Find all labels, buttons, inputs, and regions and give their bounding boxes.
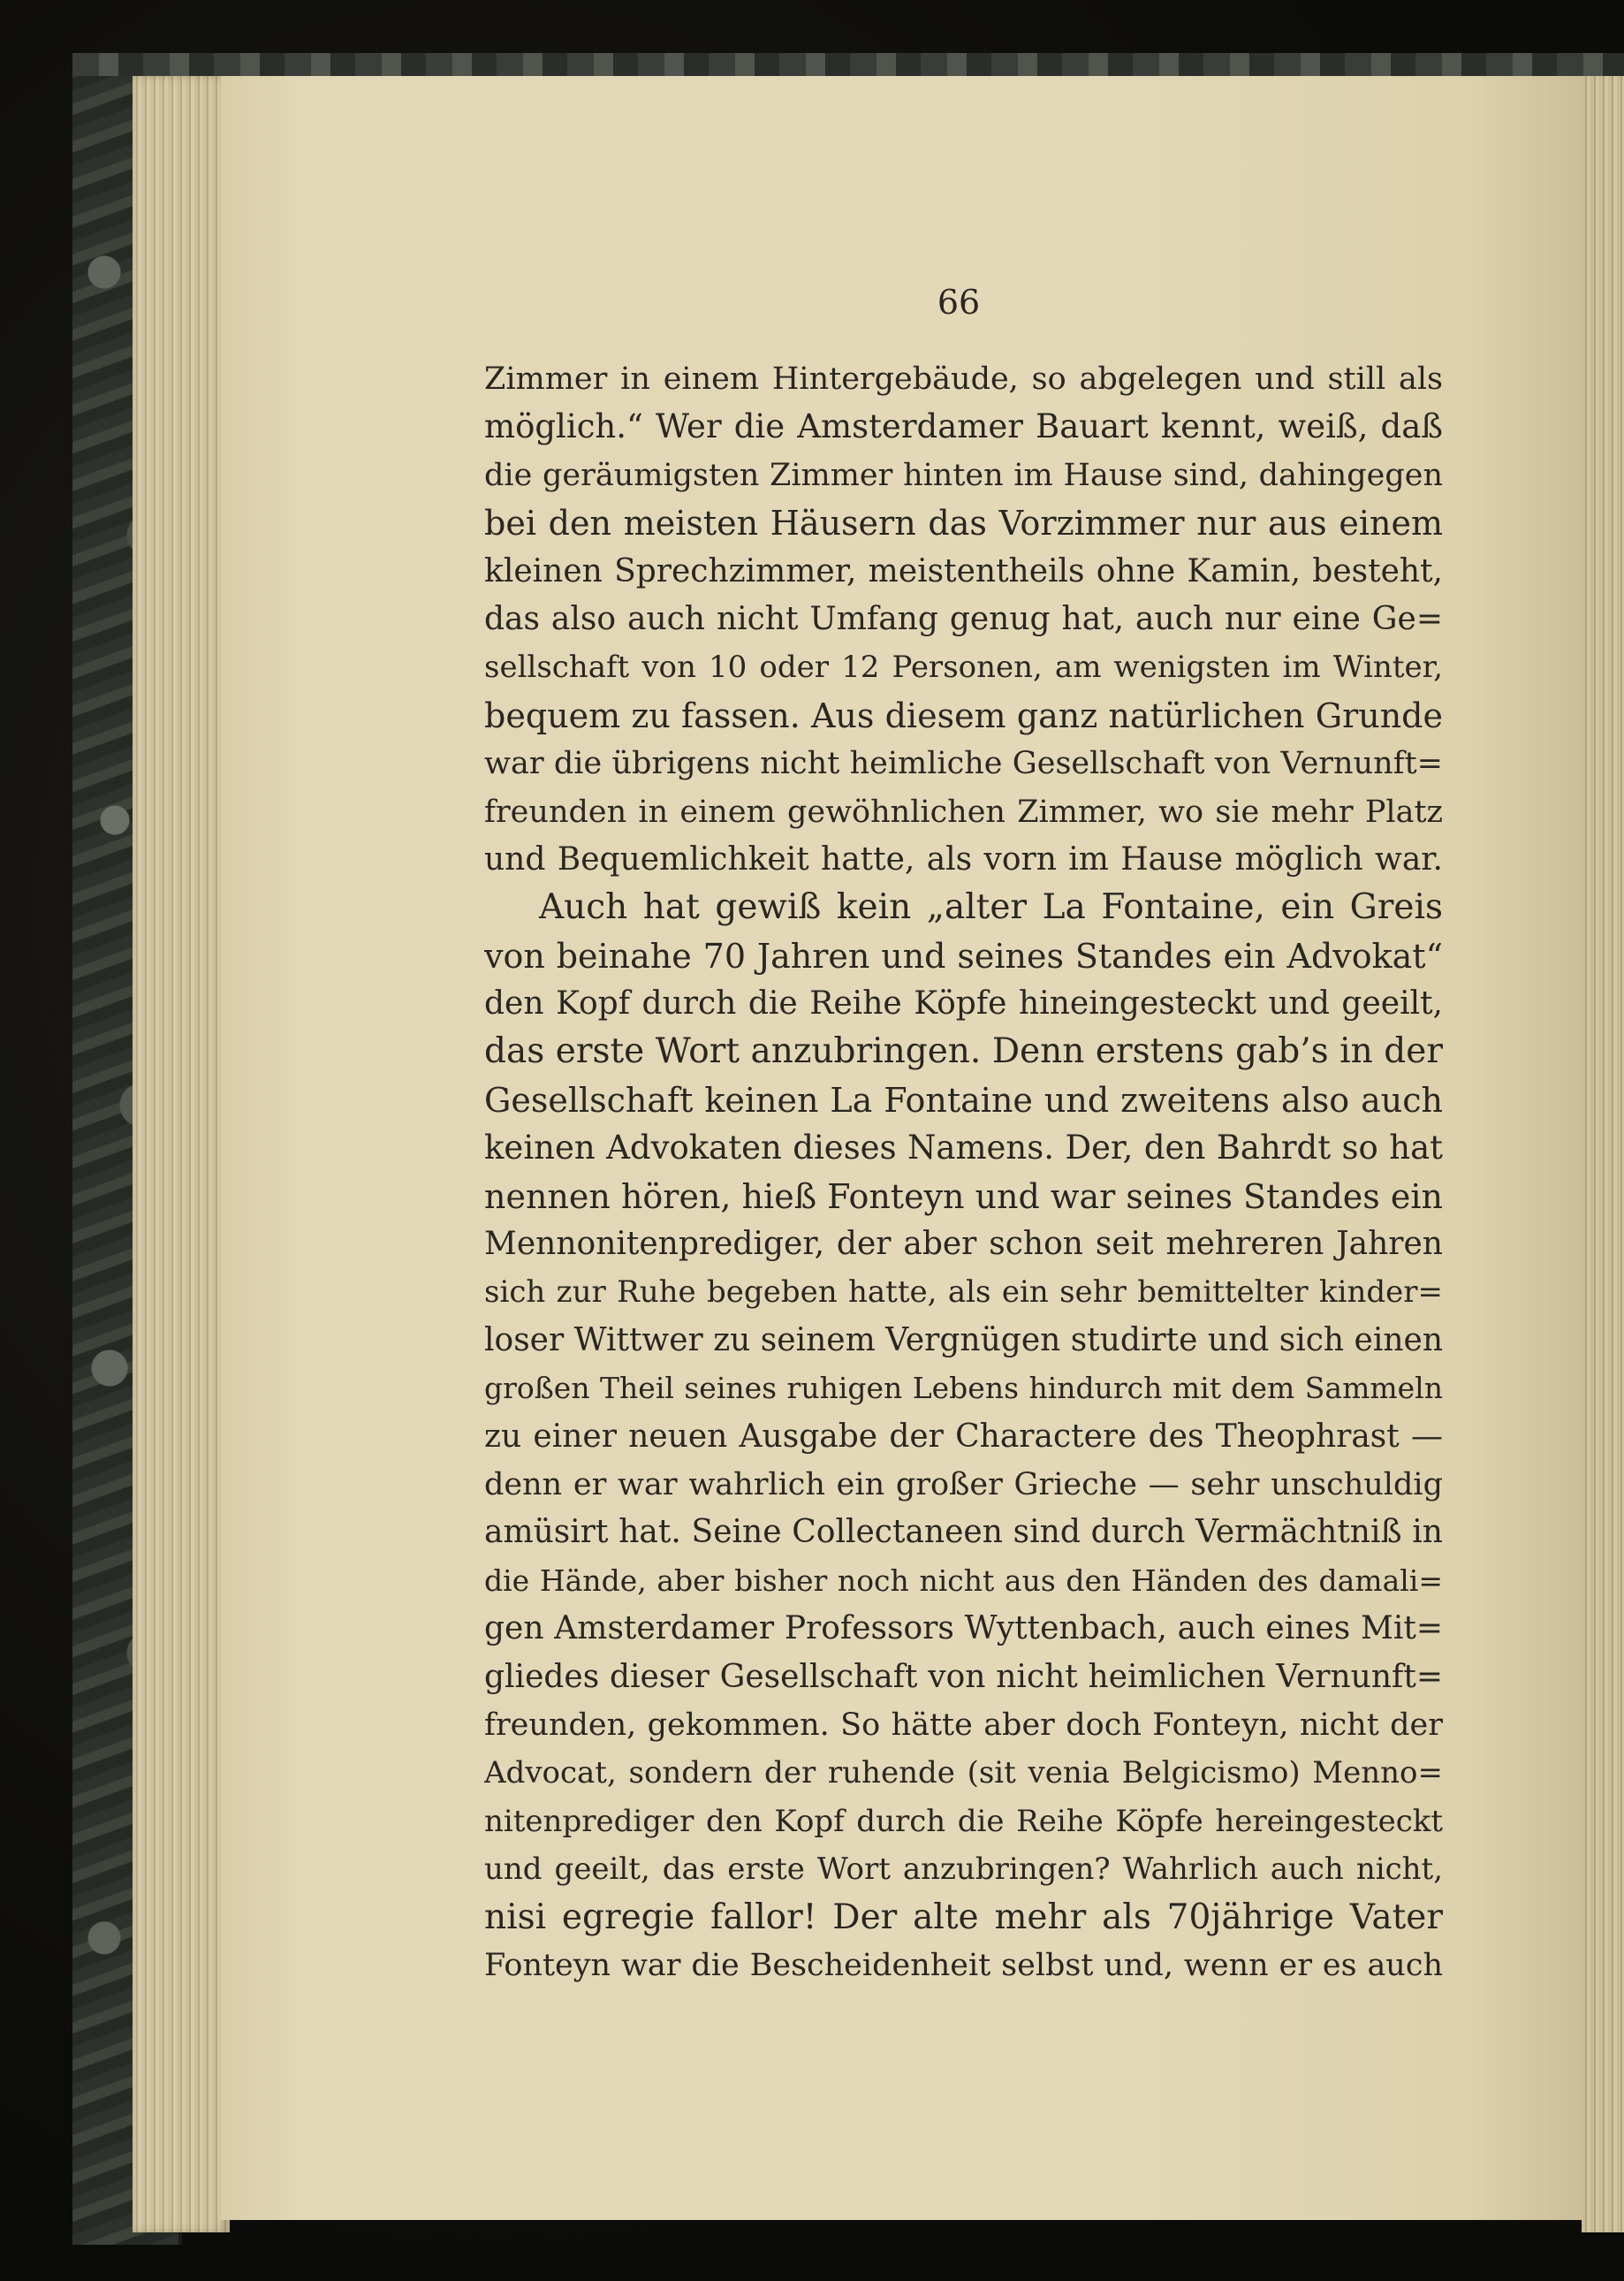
text-line: amüsirt hat. Seine Collectaneen sind durch Vermächtniß in xyxy=(484,1514,1443,1551)
text-line: den Kopf durch die Reihe Köpfe hineingesteckt und geeilt, xyxy=(484,985,1443,1023)
text-line: und Bequemlichkeit hatte, als vorn im Hause möglich war. xyxy=(484,840,1443,878)
text-line: bei den meisten Häusern das Vorzimmer nur aus einem xyxy=(484,504,1443,544)
text-line: gliedes dieser Gesellschaft von nicht heimlichen Vernunft= xyxy=(484,1658,1443,1695)
page-number: 66 xyxy=(937,283,981,322)
text-line: keinen Advokaten dieses Namens. Der, den Bahrdt so hat xyxy=(484,1129,1443,1167)
text-line: möglich.“ Wer die Amsterdamer Bauart kennt, weiß, daß xyxy=(484,407,1443,446)
text-line: freunden in einem gewöhnlichen Zimmer, wo sie mehr Platz xyxy=(484,794,1443,830)
book-top-edge xyxy=(72,53,1624,76)
text-line: nisi egregie fallor! Der alte mehr als 70jährige Vater xyxy=(484,1897,1443,1937)
text-line: sich zur Ruhe begeben hatte, als ein sehr bemittelter kinder= xyxy=(484,1274,1443,1311)
text-line: zu einer neuen Ausgabe der Charactere des Theophrast — xyxy=(484,1418,1443,1455)
text-line: nitenprediger den Kopf durch die Reihe Köpfe hereingesteckt xyxy=(484,1803,1443,1839)
text-line: großen Theil seines ruhigen Lebens hindurch mit dem Sammeln xyxy=(484,1371,1443,1406)
text-line: bequem zu fassen. Aus diesem ganz natürlichen Grunde xyxy=(484,696,1443,735)
text-line: das also auch nicht Umfang genug hat, auch nur eine Ge= xyxy=(484,600,1443,637)
text-line: die Hände, aber bisher noch nicht aus den Händen des damali= xyxy=(484,1562,1443,1598)
text-line-paragraph-start: Auch hat gewiß kein „alter La Fontaine, ein Greis xyxy=(539,887,1443,928)
text-line: gen Amsterdamer Professors Wyttenbach, auch eines Mit= xyxy=(484,1610,1443,1647)
text-line: Mennonitenprediger, der aber schon seit mehreren Jahren xyxy=(484,1226,1443,1263)
text-line: das erste Wort anzubringen. Denn erstens gab’s in der xyxy=(484,1031,1443,1072)
text-line: freunden, gekommen. So hätte aber doch Fonteyn, nicht der xyxy=(484,1707,1443,1743)
text-line: die geräumigsten Zimmer hinten im Hause sind, dahingegen xyxy=(484,457,1443,493)
text-line: denn er war wahrlich ein großer Grieche — sehr unschuldig xyxy=(484,1466,1443,1502)
text-line: Gesellschaft keinen La Fontaine und zweitens also auch xyxy=(484,1080,1443,1120)
text-line: loser Wittwer zu seinem Vergnügen studirte und sich einen xyxy=(484,1321,1443,1358)
text-line: Advocat, sondern der ruhende (sit venia Belgicismo) Menno= xyxy=(484,1755,1443,1791)
page-edges-left xyxy=(133,76,230,2232)
text-line: nennen hören, hieß Fonteyn und war seines Standes ein xyxy=(484,1176,1443,1216)
text-line: war die übrigens nicht heimliche Gesellschaft von Vernunft= xyxy=(484,746,1443,782)
text-line: von beinahe 70 Jahren und seines Standes ein Advokat“ xyxy=(484,936,1443,976)
body-text xyxy=(484,355,1443,1989)
text-line: Zimmer in einem Hintergebäude, so abgelegen und still als xyxy=(484,361,1443,397)
text-line: Fonteyn war die Bescheidenheit selbst und, wenn er es auch xyxy=(484,1947,1443,1983)
text-line: sellschaft von 10 oder 12 Personen, am wenigsten im Winter, xyxy=(484,650,1443,686)
text-line: kleinen Sprechzimmer, meistentheils ohne Kamin, besteht, xyxy=(484,552,1443,589)
text-line: und geeilt, das erste Wort anzubringen? Wahrlich auch nicht, xyxy=(484,1851,1443,1888)
page-edges-right xyxy=(1582,76,1624,2232)
